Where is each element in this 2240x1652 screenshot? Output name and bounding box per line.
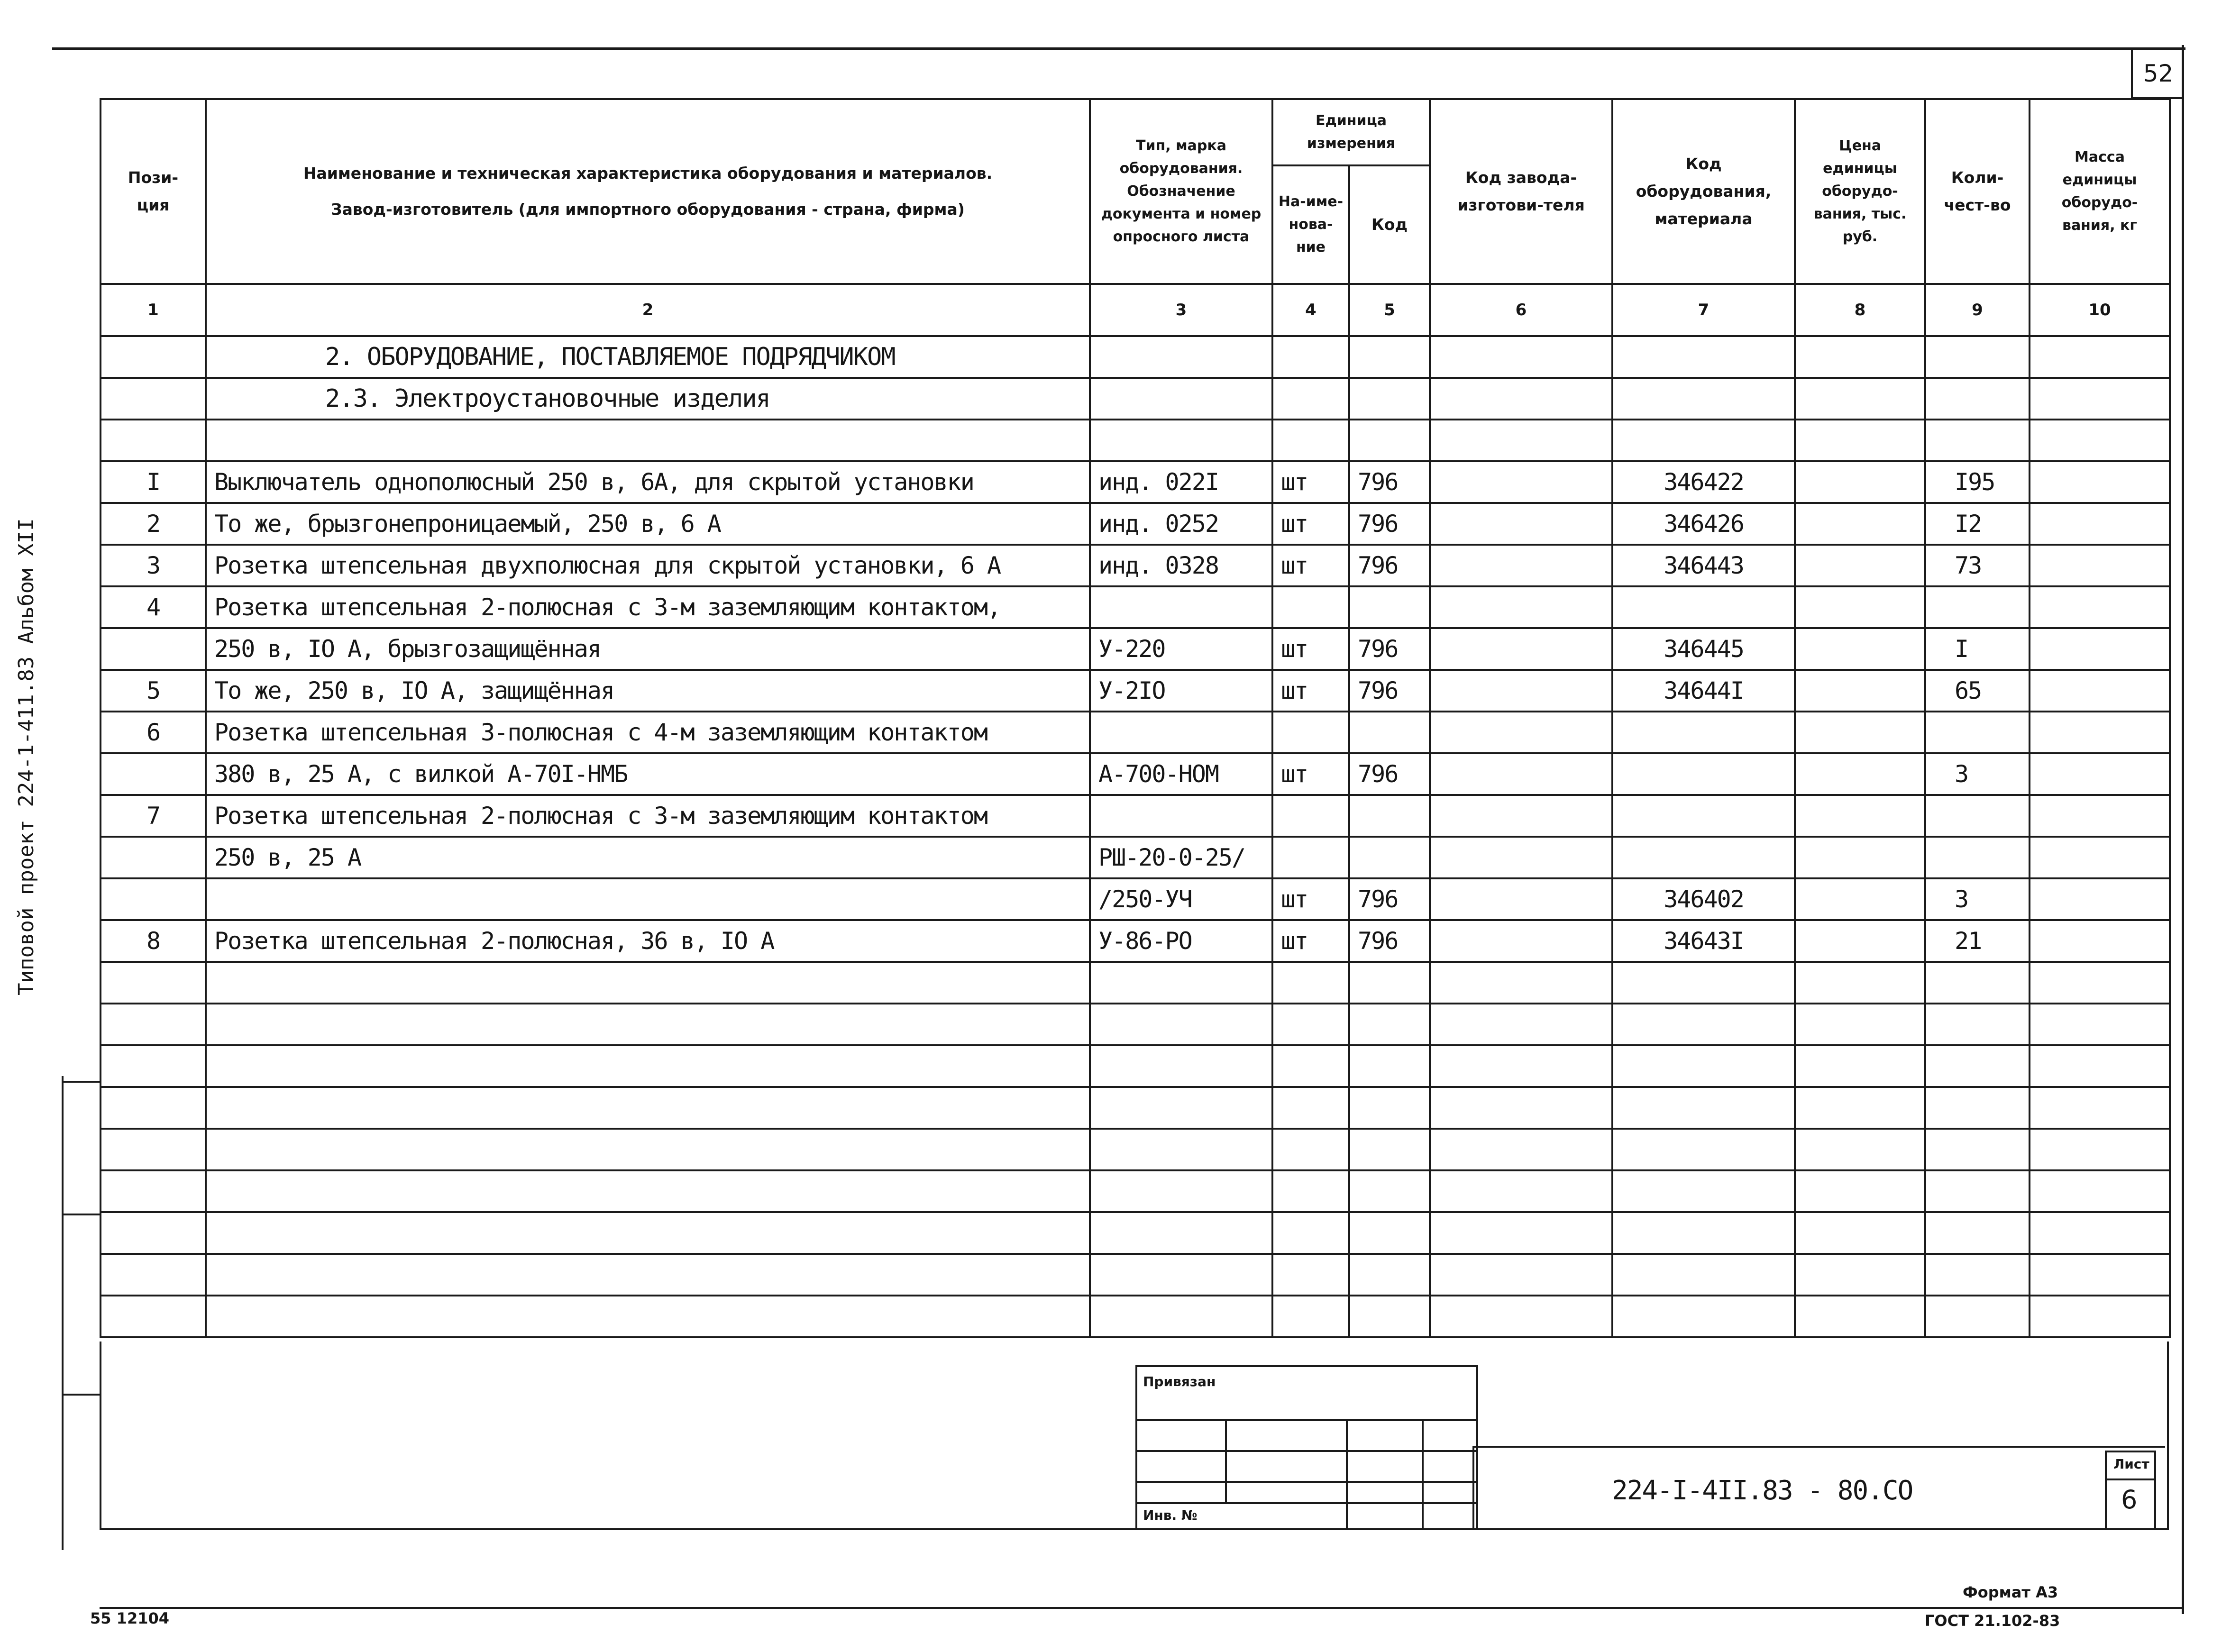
row-type xyxy=(1090,795,1272,837)
row-type: А-700-НОМ xyxy=(1090,753,1272,795)
row-equip-code: 346402 xyxy=(1612,878,1795,920)
row-mass xyxy=(2030,545,2170,586)
subsection-title-row xyxy=(101,378,2170,420)
row-name: Розетка штепсельная 3-полюсная с 4-м заземляющим контактом xyxy=(206,712,1090,753)
row-name: Розетка штепсельная двухполюсная для скрытой установки, 6 А xyxy=(206,545,1090,586)
linked-block xyxy=(1135,1365,1478,1530)
row-type xyxy=(1090,712,1272,753)
row-factory-code xyxy=(1430,461,1612,503)
row-mass xyxy=(2030,753,2170,795)
row-factory-code xyxy=(1430,628,1612,670)
row-price xyxy=(1795,503,1925,545)
row-qty xyxy=(1925,795,2030,837)
row-factory-code xyxy=(1430,795,1612,837)
blank-row xyxy=(101,1296,2170,1337)
row-unit xyxy=(1272,712,1349,753)
row-pos xyxy=(101,628,206,670)
row-equip-code: 346445 xyxy=(1612,628,1795,670)
blank-row xyxy=(101,1254,2170,1296)
row-equip-code: 34644I xyxy=(1612,670,1795,712)
header-unit-code: Код xyxy=(1349,165,1430,284)
sheet-label: Лист xyxy=(2113,1456,2149,1472)
row-unit-code: 796 xyxy=(1349,545,1430,586)
row-unit: шт xyxy=(1272,628,1349,670)
left-stub-tick-1 xyxy=(62,1081,100,1083)
col-number: 8 xyxy=(1795,284,1925,336)
row-mass xyxy=(2030,503,2170,545)
row-type: инд. 0252 xyxy=(1090,503,1272,545)
subsection-title: 2.3. Электроустановочные изделия xyxy=(206,378,1090,420)
row-mass xyxy=(2030,920,2170,962)
row-factory-code xyxy=(1430,503,1612,545)
row-unit xyxy=(1272,795,1349,837)
bottom-frame-line xyxy=(100,1607,2183,1609)
row-type: У-86-РО xyxy=(1090,920,1272,962)
blank-row xyxy=(101,1004,2170,1045)
row-unit-code: 796 xyxy=(1349,670,1430,712)
row-equip-code: 34643I xyxy=(1612,920,1795,962)
row-unit-code: 796 xyxy=(1349,461,1430,503)
header-mass: Масса единицы оборудо-вания, кг xyxy=(2030,99,2170,284)
row-name: Выключатель однополюсный 250 в, 6А, для скрытой установки xyxy=(206,461,1090,503)
table-row xyxy=(101,795,2170,837)
row-name xyxy=(206,878,1090,920)
col-number: 6 xyxy=(1430,284,1612,336)
row-pos: 6 xyxy=(101,712,206,753)
header-price: Цена единицы оборудо-вания, тыс. руб. xyxy=(1795,99,1925,284)
row-pos: 3 xyxy=(101,545,206,586)
format-label: Формат А3 xyxy=(1963,1583,2058,1601)
row-type: РШ-20-0-25/ xyxy=(1090,837,1272,878)
blank-row xyxy=(101,1129,2170,1170)
table-row xyxy=(101,503,2170,545)
sheet-number-top: 52 xyxy=(2143,60,2174,87)
row-price xyxy=(1795,837,1925,878)
row-unit-code xyxy=(1349,712,1430,753)
row-equip-code xyxy=(1612,712,1795,753)
col-number: 4 xyxy=(1272,284,1349,336)
blank-row xyxy=(101,1212,2170,1254)
equipment-table xyxy=(100,98,2171,1338)
row-qty: 21 xyxy=(1925,920,2030,962)
left-stub-line xyxy=(62,1076,64,1550)
table-row xyxy=(101,837,2170,878)
row-pos: 5 xyxy=(101,670,206,712)
row-qty xyxy=(1925,837,2030,878)
row-mass xyxy=(2030,878,2170,920)
blank-row xyxy=(101,1045,2170,1087)
row-factory-code xyxy=(1430,753,1612,795)
row-factory-code xyxy=(1430,586,1612,628)
col-number: 10 xyxy=(2030,284,2170,336)
row-price xyxy=(1795,545,1925,586)
row-unit-code: 796 xyxy=(1349,920,1430,962)
row-name: 250 в, IO А, брызгозащищённая xyxy=(206,628,1090,670)
sheet-number-box xyxy=(2131,50,2184,99)
row-pos: 2 xyxy=(101,503,206,545)
table-row xyxy=(101,461,2170,503)
side-text: Типовой проект 224-1-411.83 Альбом XII xyxy=(14,518,38,995)
row-unit: шт xyxy=(1272,545,1349,586)
left-stub-tick-2 xyxy=(62,1214,100,1215)
row-pos: 4 xyxy=(101,586,206,628)
table-row xyxy=(101,920,2170,962)
row-mass xyxy=(2030,795,2170,837)
row-unit: шт xyxy=(1272,878,1349,920)
row-mass xyxy=(2030,461,2170,503)
row-unit-code xyxy=(1349,586,1430,628)
row-price xyxy=(1795,586,1925,628)
header-unit-group: Единица измерения xyxy=(1272,99,1430,165)
row-price xyxy=(1795,795,1925,837)
row-price xyxy=(1795,670,1925,712)
row-qty: I xyxy=(1925,628,2030,670)
row-type: инд. 022I xyxy=(1090,461,1272,503)
row-name: Розетка штепсельная 2-полюсная с 3-м заземляющим контактом, xyxy=(206,586,1090,628)
header-name: Наименование и техническая характеристика оборудования и материалов. Завод-изготовитель (для импортного оборудования - страна, фирма) xyxy=(206,99,1090,284)
spacer-row xyxy=(101,420,2170,461)
row-unit: шт xyxy=(1272,670,1349,712)
row-price xyxy=(1795,712,1925,753)
row-unit: шт xyxy=(1272,503,1349,545)
row-unit-code: 796 xyxy=(1349,878,1430,920)
table-row xyxy=(101,753,2170,795)
row-name: Розетка штепсельная 2-полюсная с 3-м заземляющим контактом xyxy=(206,795,1090,837)
blank-row xyxy=(101,962,2170,1004)
table-row xyxy=(101,712,2170,753)
row-price xyxy=(1795,628,1925,670)
table-row xyxy=(101,878,2170,920)
row-unit-code: 796 xyxy=(1349,503,1430,545)
row-qty: I2 xyxy=(1925,503,2030,545)
header-unit-name: На-име-нова-ние xyxy=(1272,165,1349,284)
row-mass xyxy=(2030,586,2170,628)
row-price xyxy=(1795,920,1925,962)
row-unit: шт xyxy=(1272,753,1349,795)
doc-code: 224-I-4II.83 - 80.CO xyxy=(1612,1475,1913,1506)
col-number: 1 xyxy=(101,284,206,336)
row-qty: 65 xyxy=(1925,670,2030,712)
row-pos xyxy=(101,878,206,920)
col-number: 5 xyxy=(1349,284,1430,336)
linked-label: Привязан xyxy=(1143,1374,1216,1389)
section-title: 2. ОБОРУДОВАНИЕ, ПОСТАВЛЯЕМОЕ ПОДРЯДЧИКОМ xyxy=(206,336,1090,378)
gost-label: ГОСТ 21.102-83 xyxy=(1925,1612,2060,1630)
order-number: 55 12104 xyxy=(90,1609,169,1627)
row-mass xyxy=(2030,712,2170,753)
row-pos: 8 xyxy=(101,920,206,962)
col-number: 7 xyxy=(1612,284,1795,336)
header-type: Тип, марка оборудования. Обозначение документа и номер опросного листа xyxy=(1090,99,1272,284)
col-number: 3 xyxy=(1090,284,1272,336)
sheet-box xyxy=(2105,1451,2156,1530)
table-row xyxy=(101,545,2170,586)
row-type xyxy=(1090,586,1272,628)
row-pos xyxy=(101,837,206,878)
row-unit-code xyxy=(1349,795,1430,837)
row-equip-code xyxy=(1612,837,1795,878)
header-equip-code: Код оборудования, материала xyxy=(1612,99,1795,284)
left-stub-tick-3 xyxy=(62,1394,100,1396)
section-title-row xyxy=(101,336,2170,378)
row-name: 250 в, 25 А xyxy=(206,837,1090,878)
row-unit-code xyxy=(1349,837,1430,878)
row-price xyxy=(1795,461,1925,503)
row-pos: I xyxy=(101,461,206,503)
blank-row xyxy=(101,1170,2170,1212)
row-type: У-2IO xyxy=(1090,670,1272,712)
row-price xyxy=(1795,753,1925,795)
row-type: У-220 xyxy=(1090,628,1272,670)
row-name: 380 в, 25 А, с вилкой А-70I-НМБ xyxy=(206,753,1090,795)
row-unit: шт xyxy=(1272,920,1349,962)
top-frame-line xyxy=(52,47,2185,50)
blank-row xyxy=(101,1087,2170,1129)
row-mass xyxy=(2030,670,2170,712)
row-unit-code: 796 xyxy=(1349,628,1430,670)
row-equip-code xyxy=(1612,586,1795,628)
row-pos: 7 xyxy=(101,795,206,837)
row-factory-code xyxy=(1430,670,1612,712)
header-qty: Коли-чест-во xyxy=(1925,99,2030,284)
row-factory-code xyxy=(1430,837,1612,878)
doc-code-block xyxy=(1472,1446,2165,1530)
row-name: Розетка штепсельная 2-полюсная, 36 в, IO А xyxy=(206,920,1090,962)
row-unit xyxy=(1272,837,1349,878)
row-price xyxy=(1795,878,1925,920)
row-mass xyxy=(2030,837,2170,878)
row-equip-code: 346426 xyxy=(1612,503,1795,545)
col-number: 9 xyxy=(1925,284,2030,336)
row-qty xyxy=(1925,586,2030,628)
row-equip-code xyxy=(1612,753,1795,795)
row-equip-code: 346443 xyxy=(1612,545,1795,586)
row-factory-code xyxy=(1430,878,1612,920)
row-unit: шт xyxy=(1272,461,1349,503)
column-numbers-row xyxy=(101,284,2170,336)
row-type: инд. 0328 xyxy=(1090,545,1272,586)
header-factory-code: Код завода-изготови-теля xyxy=(1430,99,1612,284)
row-factory-code xyxy=(1430,712,1612,753)
row-factory-code xyxy=(1430,920,1612,962)
row-qty: 3 xyxy=(1925,753,2030,795)
row-qty xyxy=(1925,712,2030,753)
table-row xyxy=(101,628,2170,670)
sheet-number: 6 xyxy=(2121,1485,2138,1515)
table-row xyxy=(101,586,2170,628)
row-equip-code xyxy=(1612,795,1795,837)
row-qty: I95 xyxy=(1925,461,2030,503)
right-frame-line xyxy=(2182,45,2184,1614)
row-mass xyxy=(2030,628,2170,670)
row-name: То же, брызгонепроницаемый, 250 в, 6 А xyxy=(206,503,1090,545)
header-pos: Пози- ция xyxy=(101,99,206,284)
row-pos xyxy=(101,753,206,795)
row-factory-code xyxy=(1430,545,1612,586)
table-row xyxy=(101,670,2170,712)
row-unit xyxy=(1272,586,1349,628)
row-qty: 73 xyxy=(1925,545,2030,586)
row-qty: 3 xyxy=(1925,878,2030,920)
col-number: 2 xyxy=(206,284,1090,336)
row-unit-code: 796 xyxy=(1349,753,1430,795)
row-type: /250-УЧ xyxy=(1090,878,1272,920)
row-equip-code: 346422 xyxy=(1612,461,1795,503)
inv-no-label: Инв. № xyxy=(1143,1507,1198,1523)
row-name: То же, 250 в, IO А, защищённая xyxy=(206,670,1090,712)
